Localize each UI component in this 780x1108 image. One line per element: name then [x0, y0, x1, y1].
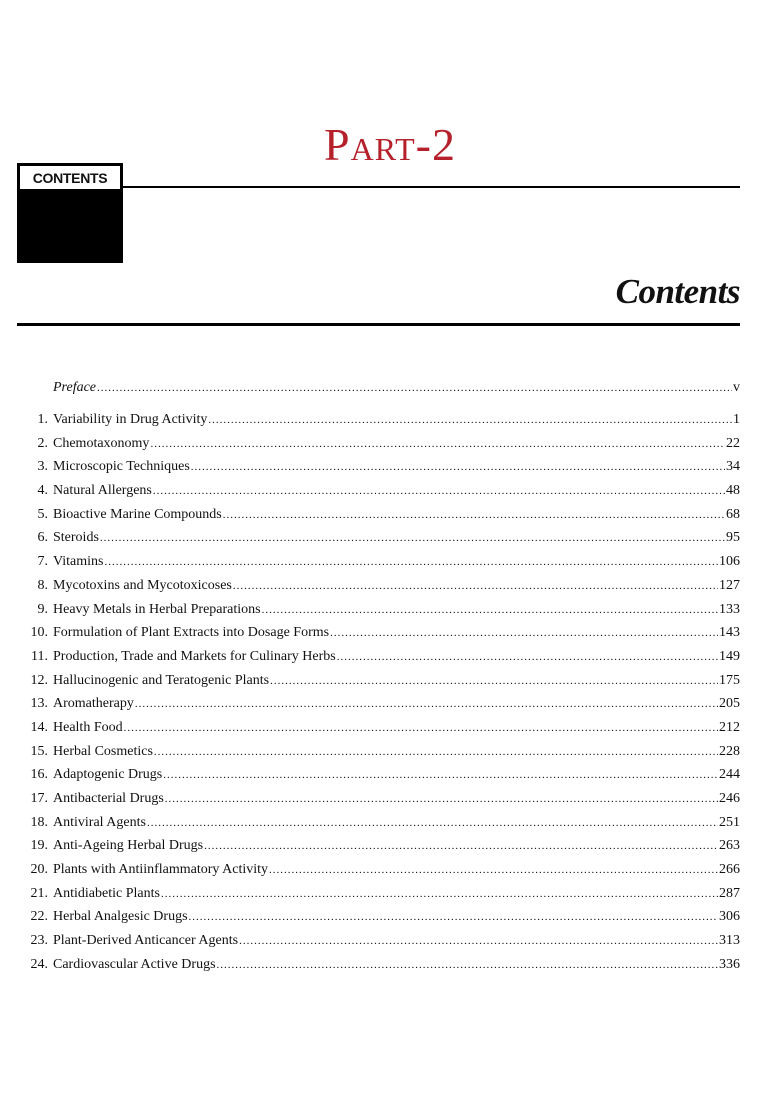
toc-entry-number: 13.	[30, 696, 48, 712]
toc-entry-title: Microscopic Techniques	[53, 459, 190, 475]
dot-leader	[161, 884, 718, 904]
dot-leader	[163, 765, 718, 785]
toc-entry-page: 133	[719, 601, 740, 617]
toc-entry-number: 16.	[30, 767, 48, 783]
dot-leader	[269, 860, 718, 880]
toc-entry-title: Variability in Drug Activity	[53, 412, 208, 427]
toc-entry-number: 2.	[37, 435, 48, 451]
toc-entry-page: 175	[719, 672, 740, 688]
toc-entry-page: 106	[719, 554, 740, 570]
toc-entry-number: 22.	[30, 909, 48, 925]
toc-entry-number: 14.	[30, 719, 48, 735]
toc-entry[interactable]	[14, 907, 740, 931]
toc-entry-title: Cardiovascular Active Drugs	[53, 956, 216, 972]
toc-entry-number: 12.	[30, 672, 48, 688]
toc-entry-number: 4.	[37, 483, 48, 499]
toc-entry[interactable]	[14, 789, 740, 813]
dot-leader	[217, 955, 718, 975]
toc-entry-title: Hallucinogenic and Teratogenic Plants	[53, 672, 270, 688]
toc-entry-page: 251	[719, 814, 740, 830]
toc-entry-number: 23.	[30, 933, 48, 949]
dot-leader	[124, 718, 718, 738]
top-rule	[122, 186, 740, 188]
dot-leader	[239, 931, 718, 951]
dot-leader	[153, 481, 725, 501]
contents-badge	[17, 163, 123, 263]
toc-entry-title: Steroids	[53, 530, 99, 546]
toc-entry-page: 313	[719, 933, 740, 949]
toc-entry-number: 11.	[31, 648, 48, 664]
toc-entry[interactable]	[14, 671, 740, 695]
toc-entry-title: Bioactive Marine Compounds	[53, 506, 222, 522]
toc-entry[interactable]	[14, 410, 740, 434]
dot-leader	[337, 647, 718, 667]
toc-entry-number: 18.	[30, 814, 48, 830]
toc-entry-number: 8.	[37, 577, 48, 593]
toc-entry-title: Chemotaxonomy	[53, 435, 150, 451]
toc-entry-number: 3.	[37, 459, 48, 475]
toc-entry-page: 336	[719, 956, 740, 972]
toc-entry-number: 7.	[37, 554, 48, 570]
toc-entry-number: 17.	[30, 791, 48, 806]
toc-entry-title: Anti-Ageing Herbal Drugs	[53, 838, 204, 854]
dot-leader	[204, 836, 718, 856]
toc-entry-page: v	[733, 380, 740, 395]
toc-entry-page: 48	[726, 483, 740, 499]
toc-entry[interactable]	[14, 836, 740, 860]
toc-entry-number: 10.	[30, 625, 48, 641]
dot-leader	[189, 907, 718, 927]
toc-entry[interactable]	[14, 481, 740, 505]
toc-entry-number: 24.	[30, 956, 48, 972]
dot-leader	[150, 434, 725, 454]
toc-entry-title: Antiviral Agents	[53, 814, 146, 830]
toc-entry-number: 9.	[37, 601, 48, 617]
toc-entry-title: Production, Trade and Markets for Culinary Herbs	[53, 648, 336, 664]
title-rule	[17, 323, 740, 326]
toc-entry-preface[interactable]	[14, 378, 740, 410]
toc-entry-page: 244	[719, 767, 740, 783]
toc-entry-page: 34	[726, 459, 740, 475]
table-of-contents	[14, 378, 740, 979]
toc-entry[interactable]	[14, 718, 740, 742]
dot-leader	[97, 378, 732, 398]
toc-entry-title: Antibacterial Drugs	[53, 791, 164, 806]
toc-entry-title: Herbal Cosmetics	[53, 743, 153, 759]
toc-entry-page: 212	[719, 719, 740, 735]
dot-leader	[208, 410, 732, 430]
toc-entry[interactable]	[14, 528, 740, 552]
toc-entry-number: 19.	[30, 838, 48, 854]
toc-entry[interactable]	[14, 884, 740, 908]
dot-leader	[330, 623, 718, 643]
toc-entry-title: Plants with Antiinflammatory Activity	[53, 862, 269, 878]
toc-entry-page: 263	[719, 838, 740, 854]
toc-entry-page: 228	[719, 743, 740, 759]
toc-entry[interactable]	[14, 765, 740, 789]
toc-entry[interactable]	[14, 694, 740, 718]
toc-entry-title: Adaptogenic Drugs	[53, 767, 163, 783]
dot-leader	[165, 789, 718, 809]
toc-entry-title: Health Food	[53, 719, 123, 735]
toc-entry-page: 287	[719, 885, 740, 901]
toc-entry[interactable]	[14, 576, 740, 600]
dot-leader	[135, 694, 718, 714]
toc-entry[interactable]	[14, 813, 740, 837]
dot-leader	[270, 671, 718, 691]
toc-entry-page: 68	[726, 506, 740, 522]
toc-entry-page: 149	[719, 648, 740, 664]
toc-entry-number: 21.	[30, 885, 48, 901]
toc-entry[interactable]	[14, 457, 740, 481]
toc-entry[interactable]	[14, 552, 740, 576]
toc-entry-title: Herbal Analgesic Drugs	[53, 909, 188, 925]
toc-entry-number: 20.	[30, 862, 48, 878]
toc-entry[interactable]	[14, 505, 740, 529]
toc-entry[interactable]	[14, 623, 740, 647]
dot-leader	[154, 742, 718, 762]
toc-entry-title: Antidiabetic Plants	[53, 885, 160, 901]
dot-leader	[191, 457, 725, 477]
toc-entry[interactable]	[14, 931, 740, 955]
toc-entry-title: Aromatherapy	[53, 696, 134, 712]
toc-entry-page: 246	[719, 791, 740, 806]
toc-entry[interactable]	[14, 434, 740, 458]
dot-leader	[105, 552, 719, 572]
contents-badge-label: CONTENTS	[18, 164, 122, 189]
toc-entry[interactable]	[14, 647, 740, 671]
toc-entry-page: 1	[733, 412, 740, 427]
toc-entry-title: Heavy Metals in Herbal Preparations	[53, 601, 261, 617]
toc-entry[interactable]	[14, 860, 740, 884]
toc-entry-title: Plant-Derived Anticancer Agents	[53, 933, 239, 949]
toc-entry-page: 95	[726, 530, 740, 546]
part-title: Part-2	[324, 119, 456, 170]
dot-leader	[262, 600, 718, 620]
dot-leader	[100, 528, 725, 548]
toc-entry[interactable]	[14, 955, 740, 979]
toc-entry-page: 22	[726, 435, 740, 451]
toc-entry-page: 143	[719, 625, 740, 641]
toc-entry-page: 306	[719, 909, 740, 925]
page-title: Contents	[615, 272, 740, 311]
dot-leader	[223, 505, 725, 525]
toc-entry-title: Vitamins	[53, 554, 104, 570]
toc-entry-page: 266	[719, 862, 740, 878]
dot-leader	[233, 576, 718, 596]
toc-entry-title: Mycotoxins and Mycotoxicoses	[53, 577, 232, 593]
toc-entry[interactable]	[14, 742, 740, 766]
toc-entry-number: 6.	[37, 530, 48, 546]
toc-entry-title: Preface	[53, 380, 97, 395]
toc-entry[interactable]	[14, 600, 740, 624]
dot-leader	[147, 813, 718, 833]
toc-entry-page: 127	[719, 577, 740, 593]
toc-entry-title: Natural Allergens	[53, 483, 152, 499]
toc-entry-number: 1.	[37, 412, 48, 427]
toc-entry-page: 205	[719, 696, 740, 712]
toc-entry-number: 15.	[30, 743, 48, 759]
toc-entry-title: Formulation of Plant Extracts into Dosage Forms	[53, 625, 330, 641]
toc-entry-number: 5.	[37, 506, 48, 522]
